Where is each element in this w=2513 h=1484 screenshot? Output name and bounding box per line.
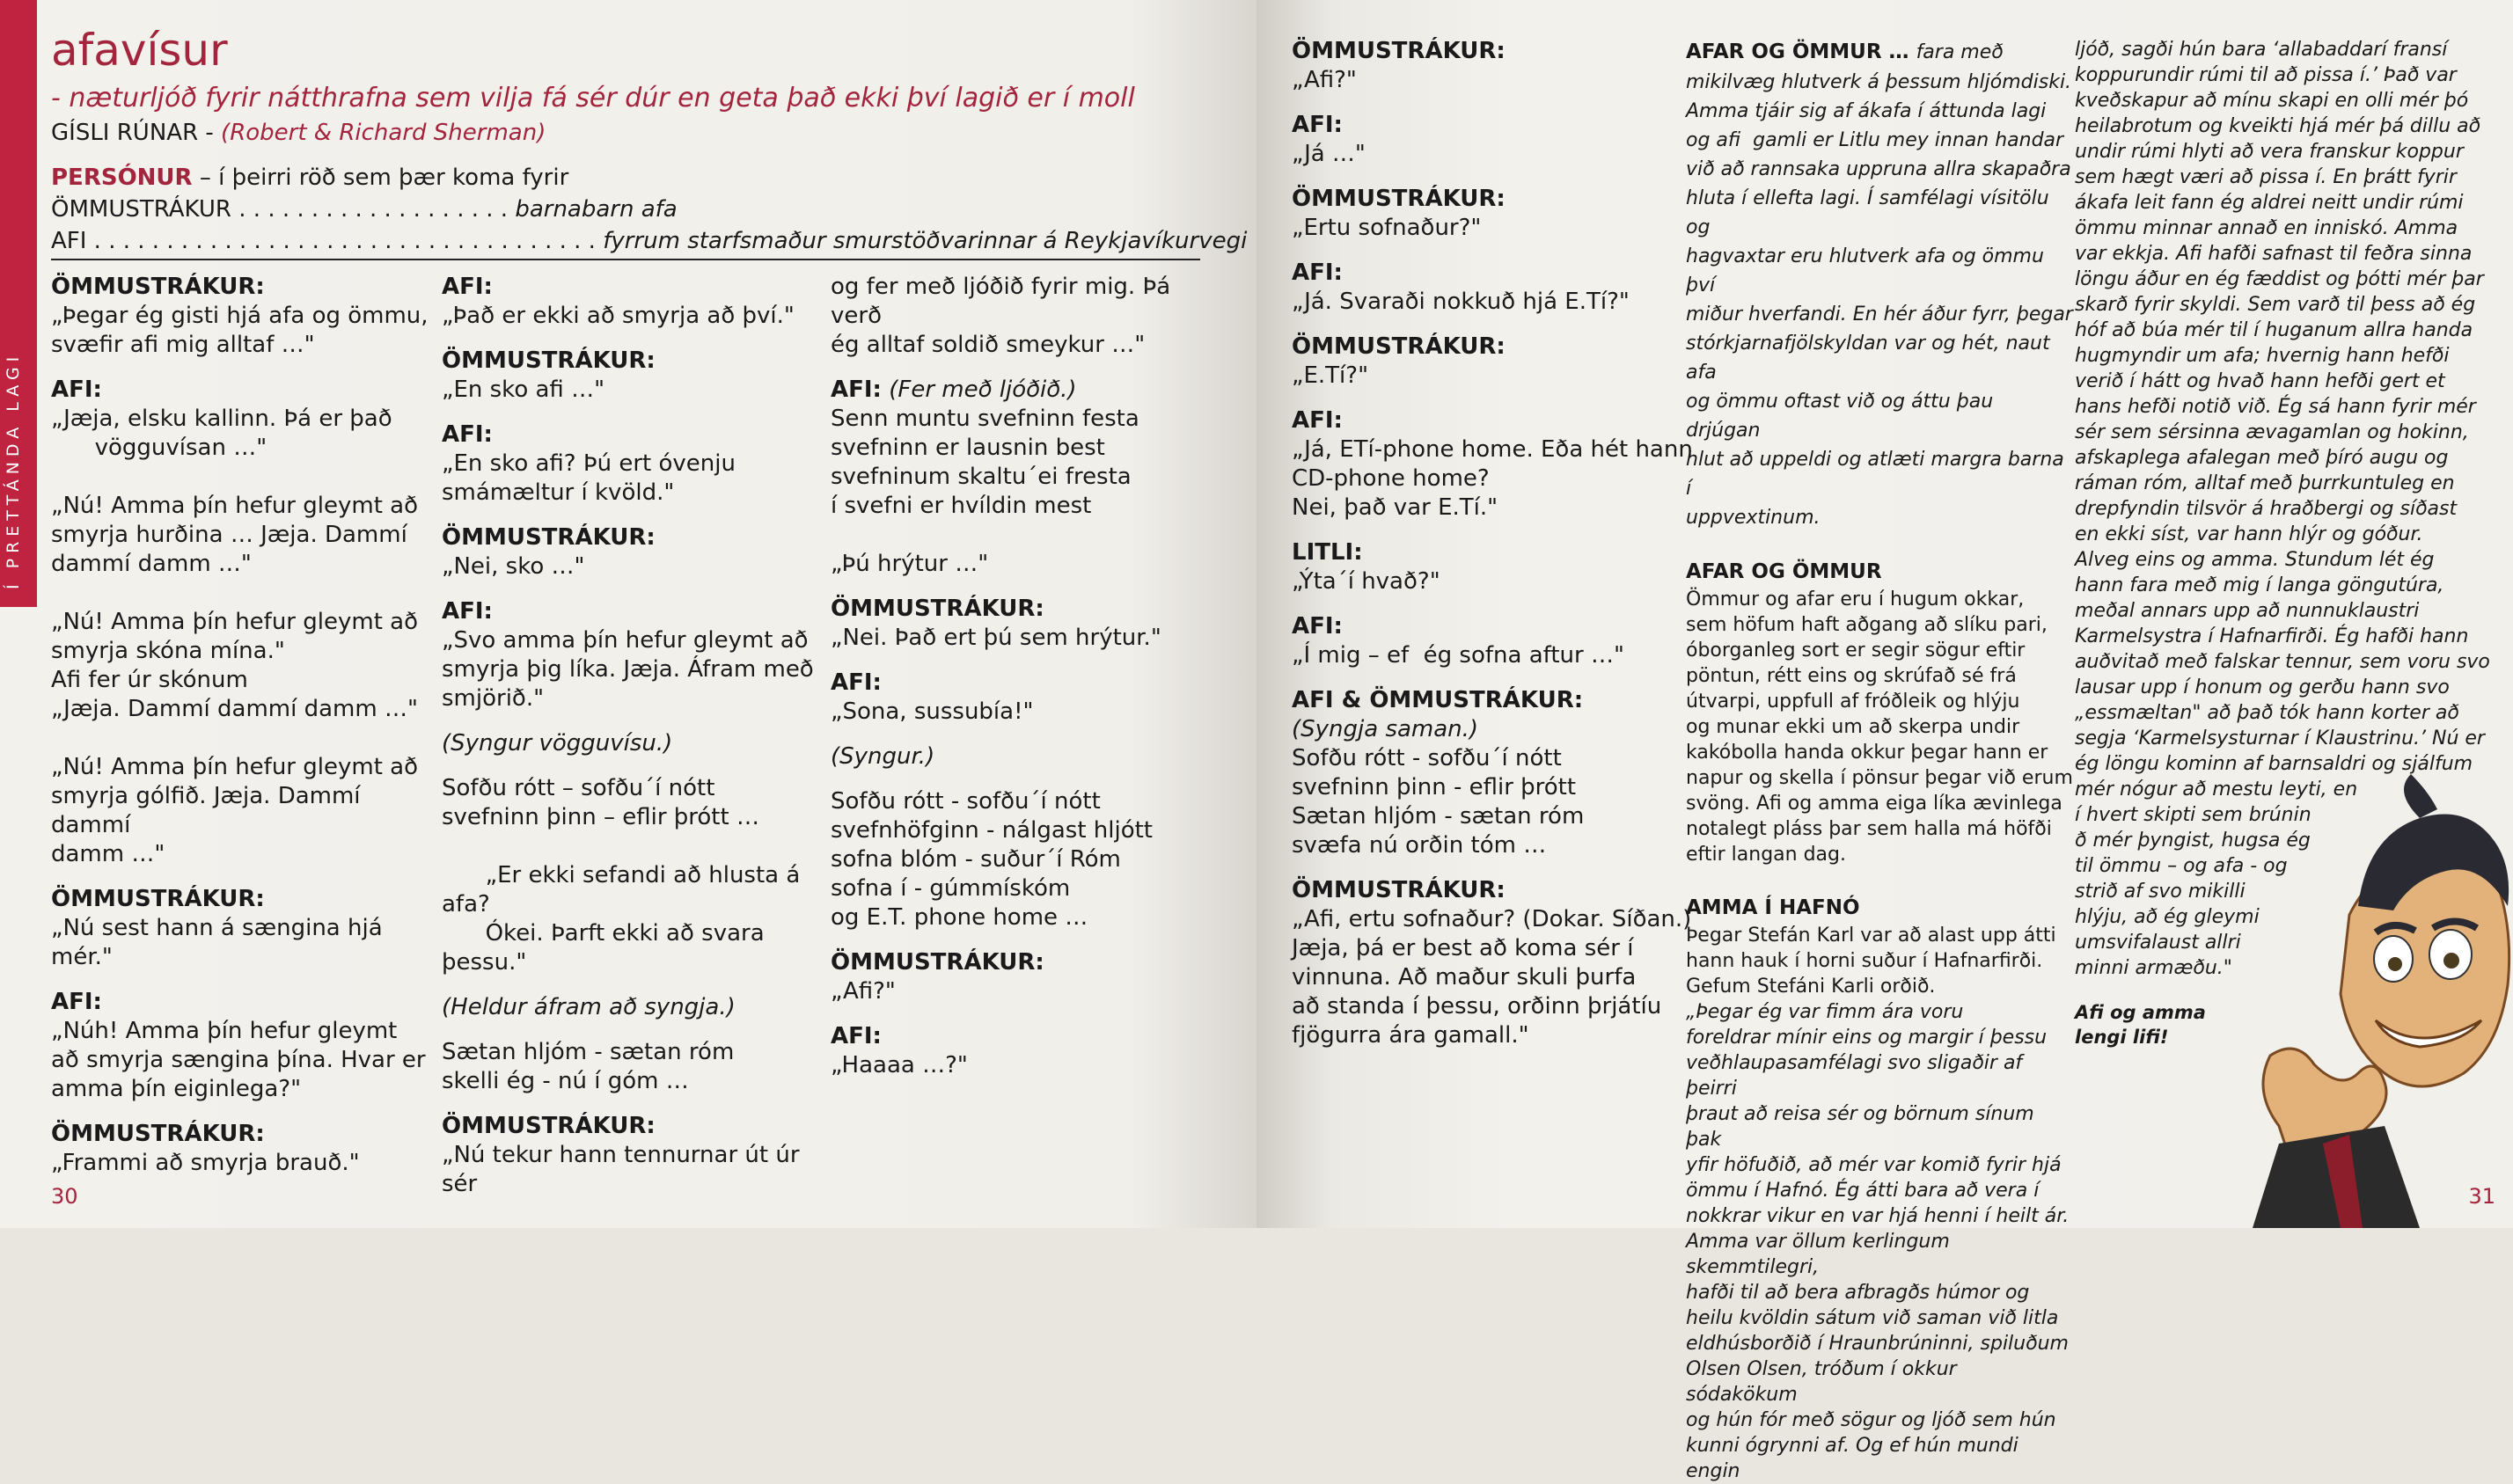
- speaker-label: AFI:: [442, 421, 493, 448]
- dialogue-block: [442, 1038, 829, 1096]
- dialogue-block: [442, 420, 829, 508]
- dialogue-lines: Senn muntu svefninn festa svefninn er lausnin best svefninum skaltu´ei fresta í svefni er hvíldin mest „Þú hrýtur …": [831, 406, 1139, 577]
- closing-line: Afi og amma lengi lifi!: [2075, 1002, 2206, 1048]
- dialogue-block: [51, 885, 438, 972]
- speaker-label: AFI:: [1292, 112, 1343, 138]
- dialogue-block: [1292, 686, 1696, 860]
- dialogue-block: [442, 273, 829, 331]
- dialogue-block: [1292, 406, 1696, 523]
- speaker-label: ÖMMUSTRÁKUR:: [1292, 333, 1506, 360]
- grandpa-cartoon-illustration: [2200, 757, 2513, 1228]
- page-number-right: 31: [2468, 1184, 2495, 1209]
- person-role: fyrrum starfsmaður smurstöðvarinnar á Reykjavíkurvegi: [603, 228, 1248, 254]
- dialogue-lines: og fer með ljóðið fyrir mig. Þá verð ég alltaf soldið smeykur …": [831, 274, 1171, 358]
- dialogue-lines: Sofðu rótt – sofðu´í nótt svefninn þinn – eflir þrótt … „Er ekki sefandi að hlusta á afa? Ókei. Þarft ekki að svara þessu.": [442, 775, 801, 976]
- dialogue-lines: „Það er ekki að smyrja að því.": [442, 303, 795, 329]
- dialogue-block: [1292, 612, 1696, 670]
- dialogue-lines: „Nú sest hann á sængina hjá mér.": [51, 915, 390, 970]
- persons-intro: – í þeirri röð sem þær koma fyrir: [192, 164, 569, 191]
- dialogue-block: [442, 597, 829, 713]
- dialogue-block: [1292, 111, 1696, 169]
- dialogue-lines: „Nú tekur hann tennurnar út úr sér: [442, 1142, 807, 1197]
- dialogue-lines: „Jæja, elsku kallinn. Þá er það vögguvísan …" „Nú! Amma þín hefur gleymt að smyrja hurðina … Jæja. Dammí dammí damm …" „Nú! Amma þín hefur gleymt að smyrja skóna mína." Afi fer úr skónum „Jæja. Dammí dammí damm …" „Nú! Amma þín hefur gleymt að smyrja gólfið. Jæja. Dammí dammí damm …": [51, 406, 418, 867]
- dialogue-block: [831, 787, 1218, 932]
- dialogue-lines: Sofðu rótt - sofðu´í nótt svefninn þinn - eflir þrótt Sætan hljóm - sætan róm svæfa nú orðin tóm …: [1292, 745, 1585, 859]
- dialogue-block: [1292, 876, 1696, 1050]
- person-row: [51, 194, 1247, 225]
- dialogue-lines: „Afi, ertu sofnaður? (Dokar. Síðan.) Jæja, þá er best að koma sér í vinnuna. Að maður skuli þurfa að standa í þessu, orðinn þrjátíu fjögurra ára gamall.": [1292, 906, 1692, 1049]
- speaker-label: ÖMMUSTRÁKUR:: [831, 596, 1044, 622]
- dialogue-block: [1292, 538, 1696, 596]
- speaker-label: AFI:: [442, 598, 493, 625]
- speaker-label: ÖMMUSTRÁKUR:: [442, 524, 656, 551]
- dialogue-lines: Sofðu rótt - sofðu´í nótt svefnhöfginn - nálgast hljótt sofna blóm - suður´í Róm sofna í - gúmmískóm og E.T. phone home …: [831, 788, 1153, 931]
- speaker-label: ÖMMUSTRÁKUR:: [442, 347, 656, 374]
- dialogue-block: [51, 1120, 438, 1178]
- speaker-label: ÖMMUSTRÁKUR:: [51, 274, 265, 300]
- dialogue-block: [51, 988, 438, 1104]
- page-number-left: 30: [51, 1184, 78, 1209]
- speaker-label: ÖMMUSTRÁKUR:: [51, 886, 265, 912]
- speaker-label: AFI:: [831, 669, 882, 696]
- dialogue-lines: „Haaaa …?": [831, 1052, 968, 1078]
- dialogue-block: [1292, 37, 1696, 95]
- dialogue-lines: „Þegar ég gisti hjá afa og ömmu, svæfir afi mig alltaf …": [51, 303, 429, 358]
- song-title: afavísur: [51, 25, 228, 76]
- dialogue-block: [831, 595, 1218, 653]
- person-name: ÖMMUSTRÁKUR . . . . . . . . . . . . . . . . . . .: [51, 196, 516, 223]
- dialogue-block: [442, 729, 829, 758]
- dialogue-lines: „Afi?": [1292, 67, 1357, 93]
- speaker-label: AFI:: [51, 376, 102, 403]
- dialogue-lines: „Já. Svaraði nokkuð hjá E.Tí?": [1292, 289, 1630, 315]
- dialogue-block: [442, 523, 829, 581]
- speaker-label: AFI & ÖMMUSTRÁKUR:: [1292, 687, 1584, 713]
- dialogue-lines: „Nei. Það ert þú sem hrýtur.": [831, 625, 1161, 651]
- speaker-label: ÖMMUSTRÁKUR:: [442, 1113, 656, 1139]
- dialogue-lines: „Sona, sussubía!": [831, 698, 1034, 725]
- dialogue-block: [442, 347, 829, 405]
- dialogue-column-3: [831, 273, 1218, 1096]
- dialogue-lines: „Svo amma þín hefur gleymt að smyrja þig líka. Jæja. Áfram með smjörið.": [442, 627, 814, 712]
- dialogue-block: [831, 1022, 1218, 1080]
- song-subtitle: - næturljóð fyrir nátthrafna sem vilja fá sér dúr en geta það ekki því lagið er í moll: [51, 83, 1135, 113]
- persons-heading: [51, 162, 1247, 194]
- speaker-label: AFI:: [51, 989, 102, 1015]
- dialogue-lines: „Já, ETí-phone home. Eða hét hann CD-phone home? Nei, það var E.Tí.": [1292, 436, 1693, 521]
- speaker-line: [831, 376, 1218, 405]
- stage-direction: (Fer með ljóðið.): [881, 376, 1077, 403]
- dialogue-block: [51, 273, 438, 360]
- dialogue-block: [1292, 259, 1696, 317]
- dialogue-lines: „En sko afi? Þú ert óvenju smámæltur í kvöld.": [442, 450, 736, 506]
- song-authors: [51, 120, 546, 146]
- dialogue-block: [831, 376, 1218, 579]
- speaker-label: AFI:: [442, 274, 493, 300]
- speaker-label: LITLI:: [1292, 539, 1363, 566]
- dialogue-block: [831, 742, 1218, 771]
- dialogue-lines: „En sko afi …": [442, 376, 605, 403]
- note-body-3: Þegar Stefán Karl var að alast upp átti hann hauk í horni suður í Hafnarfirði. Gefum Stefáni Karli orðið.: [1686, 925, 2056, 998]
- speaker-label: AFI:: [831, 376, 882, 403]
- dialogue-column-2: [442, 273, 829, 1215]
- dialogue-block: [442, 1112, 829, 1199]
- dialogue-lines: „Ertu sofnaður?": [1292, 215, 1482, 241]
- composer-names: (Robert & Richard Sherman): [221, 120, 546, 146]
- dialogue-lines: „Ýta´í hvað?": [1292, 568, 1440, 595]
- notes-column-1: [1686, 37, 2073, 1484]
- persons-list: [51, 162, 1247, 257]
- dialogue-block: [1292, 333, 1696, 391]
- stage-direction: (Syngur vögguvísu.): [442, 730, 673, 757]
- sidebar-tab: [0, 0, 37, 607]
- dialogue-block: [831, 273, 1218, 360]
- note-body-2: Ömmur og afar eru í hugum okkar, sem höfum haft aðgang að slíku pari, óborganleg sort er segir sögur eftir pöntun, rétt eins og skrúfað sé frá útvarpi, uppfull af fróðleik og hlýju og munar ekki um að skerpa undir kakóbolla handa okkur þegar hann er napur og skella í pönsur þegar við erum svöng. Afi og amma eiga líka ævinlega notalegt pláss þar sem halla má höfði eftir langan dag.: [1686, 588, 2073, 866]
- dialogue-lines: Sætan hljóm - sætan róm skelli ég - nú í góm …: [442, 1039, 735, 1094]
- dialogue-block: [831, 669, 1218, 727]
- stage-direction: (Syngur.): [831, 743, 935, 770]
- note-section-1: [1686, 37, 2073, 531]
- speaker-label: ÖMMUSTRÁKUR:: [1292, 877, 1506, 903]
- dialogue-block: [442, 993, 829, 1022]
- speaker-label: AFI:: [1292, 260, 1343, 286]
- person-name: AFI . . . . . . . . . . . . . . . . . . . . . . . . . . . . . . . . . . .: [51, 228, 604, 254]
- dialogue-lines: „Nei, sko …": [442, 553, 585, 580]
- dialogue-lines: „Já …": [1292, 141, 1366, 167]
- dialogue-block: [1292, 185, 1696, 243]
- dialogue-block: [442, 774, 829, 977]
- dialogue-block: [831, 948, 1218, 1006]
- person-role: barnabarn afa: [515, 196, 678, 223]
- note-body-1: fara með mikilvæg hlutverk á þessum hljómdiski. Amma tjáir sig af ákafa í áttunda lagi og afi gamli er Litlu mey innan handar við að rannsaka uppruna allra skapaðra hluta í ellefta lagi. Í samfélagi vísitölu og hagvaxtar eru hlutverk afa og ömmu því miður hverfandi. En hér áður fyrr, þegar stórkjarnafjölskyldan var og hét, naut afa og ömmu oftast við og áttu þau drjúgan hlut að uppeldi og atlæti margra barna í uppvextinum.: [1686, 41, 2073, 529]
- persons-label: PERSÓNUR: [51, 164, 193, 191]
- note-heading-2: AFAR OG ÖMMUR: [1686, 560, 1882, 583]
- speaker-label: ÖMMUSTRÁKUR:: [1292, 186, 1506, 212]
- sidebar-label: Í PRETTÁNDA LAGI: [4, 351, 23, 589]
- speaker-label: AFI:: [831, 1023, 882, 1049]
- dialogue-lines: „Núh! Amma þín hefur gleymt að smyrja sængina þína. Hvar er amma þín eiginlega?": [51, 1018, 426, 1102]
- note-body-4: ljóð, sagði hún bara ‘allabaddarí fransí koppurundir rúmi til að pissa í.’ Það var kveðskapur að mínu skapi en olli mér þó heilabrotum og kveikti hjá mér þá dillu að undir rúmi hlyti að vera franskur koppur sem hægt væri að pissa í. En þrátt fyrir ákafa leit fann ég aldrei neitt undir rúmi ömmu minnar annað en inniskó. Amma var ekkja. Afi hafði safnast til feðra sinna löngu áður en ég fæddist og þótti mér þar skarð fyrir skyldi. Sem varð til þess að ég hóf að búa mér til í huganum allra handa hugmyndir um afa; hvernig hann hefði verið í hátt og hvað hann hefði gert et hans hefði notið við. Ég sá hann fyrir mér sér sem sérsinna ævagamlan og hokinn, afskaplega afalegan með þíró augu og ráman róm, alltaf með þurrkuntuleg en drepfyndin tilsvör á hraðbergi og síðast en ekki síst, var hann hlýr og góður. Alveg eins og amma. Stundum lét ég hann fara með mig í langa göngutúra, meðal annars upp að nunnuklaustri Karmelsystra í Hafnarfirði. Ég hafði hann auðvitað með falskar tennur, sem voru svo lausar upp í honum og gerðu hann svo „essmæltan" að það tók hann korter að segja ‘Karmelsysturnar í Klaustrinu.’ Nú er ég löngu kominn af barnsaldri og sjálfum mér nógur að mestu leyti, en í hvert skipti sem brúnin ð mér þyngist, hugsa ég til ömmu – og afa - og strið af svo mikilli hlýju, að ég gleymi umsvifalaust allri minni armæðu.": [2075, 39, 2490, 979]
- note-heading-3: AMMA Í HAFNÓ: [1686, 896, 1860, 919]
- dialogue-column-1: [51, 273, 438, 1194]
- person-row: [51, 225, 1247, 257]
- speaker-label: AFI:: [1292, 613, 1343, 640]
- note-quote-3: „Þegar ég var fimm ára voru foreldrar mínir eins og margir í þessu veðhlaupasamfélagi svo sligaðir af þeirri þraut að reisa sér og börnum sínum þak yfir höfuðið, að mér var komið fyrir hjá ömmu í Hafnó. Ég átti bara að vera í nokkrar vikur en var hjá henni í heilt ár. Amma var öllum kerlingum skemmtilegri, hafði til að bera afbragðs húmor og heilu kvöldin sátum við saman við litla eldhúsborðið í Hraunbrúninni, spiluðum Olsen Olsen, tróðum í okkur sódakökum og hún fór með sögur og ljóð sem hún kunni ógrynni af. Og ef hún mundi engin: [1686, 1001, 2070, 1482]
- note-heading-1: AFAR OG ÖMMUR …: [1686, 40, 1916, 63]
- dialogue-block: [51, 376, 438, 869]
- dialogue-lines: „Frammi að smyrja brauð.": [51, 1150, 360, 1176]
- stage-direction: (Syngja saman.): [1292, 716, 1479, 742]
- stage-direction: (Heldur áfram að syngja.): [442, 994, 736, 1020]
- speaker-label: ÖMMUSTRÁKUR:: [831, 949, 1044, 976]
- dialogue-lines: „Í mig – ef ég sofna aftur …": [1292, 642, 1624, 669]
- dialogue-lines: „E.Tí?": [1292, 362, 1369, 389]
- speaker-label: ÖMMUSTRÁKUR:: [51, 1121, 265, 1147]
- speaker-label: AFI:: [1292, 407, 1343, 434]
- dialogue-column-4: [1292, 37, 1696, 1066]
- speaker-label: ÖMMUSTRÁKUR:: [1292, 38, 1506, 64]
- left-page: [0, 0, 1256, 1228]
- header-rule: [51, 259, 1200, 260]
- dialogue-lines: „Afi?": [831, 978, 896, 1005]
- author-name: GÍSLI RÚNAR -: [51, 120, 222, 146]
